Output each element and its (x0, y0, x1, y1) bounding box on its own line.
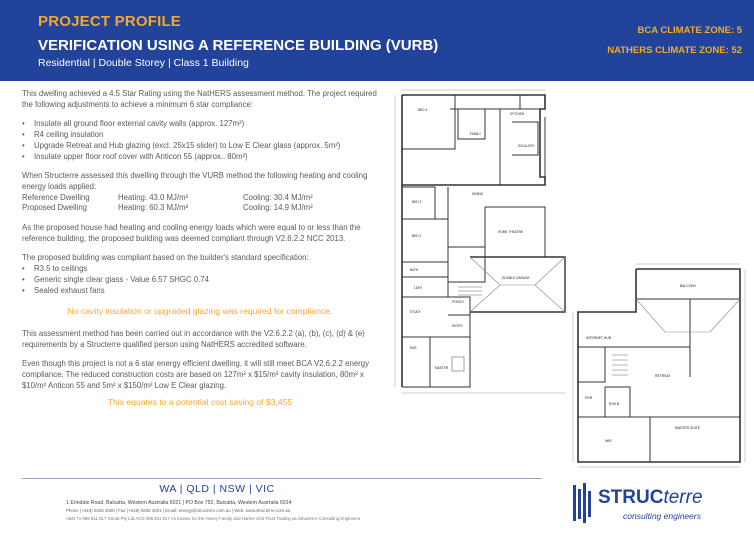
intro-paragraph: This dwelling achieved a 4.5 Star Rating using the NatHERS assessment method. The project required the following adjustments to achieve a minimum 6 star compliance: (22, 89, 377, 109)
structerre-logo (573, 483, 748, 528)
room-label: BED 3 (412, 200, 422, 204)
load-cooling: Cooling: 30.4 MJ/m² (243, 192, 313, 202)
room-label: INTERNET HUB (586, 336, 611, 340)
footer-contact: Phone (+618) 9205 4500 | Fax (+618) 9205 4501 | Email: energy@structerre.com.au | Web: www.structerre.com.au (66, 508, 291, 513)
ground-floor-labels (410, 108, 536, 370)
room-label: DINING (472, 192, 484, 196)
room-label: ENS B (609, 402, 620, 406)
room-label: ENS (410, 346, 417, 350)
page-subtitle: Residential | Double Storey | Class 1 Building (38, 57, 249, 69)
compliance-highlight: No cavity insulation or upgraded glazing was required for compliance. (67, 306, 333, 317)
list-item: • Generic single clear glass - Value 6.57 SHGC 0.74 (22, 275, 378, 286)
cost-saving-highlight: This equates to a potential cost saving of $3,455 (107, 397, 293, 408)
room-label: STUDY (410, 310, 421, 314)
room-label: PDR (585, 396, 593, 400)
load-cooling: Cooling: 14.9 MJ/m² (243, 203, 313, 213)
body-text (22, 89, 378, 408)
list-item: • R3.5 to ceilings (22, 264, 378, 275)
spec-list (22, 264, 378, 296)
table-row (22, 203, 378, 214)
room-label: FAMILY (470, 132, 482, 136)
logo-wordmark (598, 487, 703, 509)
room-label: LDRY (414, 286, 423, 290)
upper-floor-labels (585, 284, 701, 443)
spec-intro: The proposed building was compliant based on the builder's standard specification: (22, 253, 309, 263)
list-item: • Insulate all ground floor external cavity walls (approx. 127m²) (22, 119, 378, 130)
logo-tagline: consulting engineers (623, 511, 701, 521)
room-label: DOUBLE GARAGE (502, 276, 530, 280)
savings-paragraph: Even though this project is not a 6 star energy efficient dwelling, it will still meet BCA V2.6.2.2 energy compliance. The reduced construction costs are based on 127m² x $15/m² cavity insulation, 80m² x $10/m² Anticon 55 and 5m² x $150/m² Low E Clear glazing. (22, 359, 369, 390)
load-label: Reference Dwelling (22, 192, 90, 202)
logo-strong: STRUC (598, 487, 664, 508)
load-heating: Heating: 43.0 MJ/m² (118, 192, 189, 202)
table-row (22, 193, 378, 204)
room-label: BED 2 (412, 234, 422, 238)
room-label: MASTER (435, 366, 449, 370)
room-label: KITCHEN (510, 112, 524, 116)
room-label: BALCONY (680, 284, 697, 288)
list-item: • R4 ceiling insulation (22, 130, 378, 141)
room-label: WIR (605, 439, 612, 443)
floor-plans (390, 87, 750, 472)
footer-states: WA | QLD | NSW | VIC (159, 483, 275, 495)
logo-bars-icon (573, 483, 593, 523)
room-label: RETREAT (655, 374, 671, 378)
list-item: • Insulate upper floor roof cover with Anticon 55 (approx.. 80m²) (22, 152, 378, 163)
room-label: BED 4 (418, 108, 428, 112)
page-title: VERIFICATION USING A REFERENCE BUILDING (VURB) (38, 37, 439, 54)
footer-divider (22, 478, 542, 479)
adjustments-list (22, 119, 378, 162)
list-item: • Upgrade Retreat and Hub glazing (excl. 25x15 slider) to Low E Clear glass (approx. 5m²) (22, 141, 378, 152)
header-banner (0, 0, 754, 81)
project-profile-label: PROJECT PROFILE (38, 13, 182, 30)
vurb-intro: When Structerre assessed this dwelling through the VURB method the following heating and cooling energy loads applied: (22, 171, 368, 191)
room-label: PORCH (452, 300, 464, 304)
upper-floor-plan (573, 264, 745, 467)
logo-light: terre (663, 487, 703, 508)
footer-abn: ABN 71 099 911 817 Struta Pty Ltd ACN 099 911 817 As trustee for the Hovey Family and Harker Unit Trust Trading as Structerre Consulting Engineers (66, 516, 361, 521)
bca-climate-zone: BCA CLIMATE ZONE: 5 (637, 25, 742, 36)
list-item: • Sealed exhaust fans (22, 286, 378, 297)
room-label: ENTRY (452, 324, 463, 328)
load-heating: Heating: 60.3 MJ/m² (118, 203, 189, 213)
room-label: SCULLERY (518, 144, 535, 148)
room-label: HOME THEATRE (498, 230, 524, 234)
load-label: Proposed Dwelling (22, 203, 88, 213)
nathers-climate-zone: NATHERS CLIMATE ZONE: 52 (607, 45, 742, 56)
result-paragraph: As the proposed house had heating and cooling energy loads which were equal to or less than the reference building, the proposed building was deemed compliant through V2.6.2.2 NCC 2013. (22, 223, 361, 243)
room-label: BATH (410, 268, 419, 272)
footer-address: 1 Erindale Road, Balcatta, Western Australia 6021 | PO Box 792, Balcatta, Western Australia 6914 (66, 500, 292, 506)
method-paragraph: This assessment method has been carried out in accordance with the V2.6.2.2 (a), (b), (c), (d) & (e) requirements by a Structerre qualified person using NatHERS accredited software. (22, 328, 365, 349)
room-label: MASTER SUITE (675, 426, 701, 430)
energy-loads-table (22, 193, 378, 214)
